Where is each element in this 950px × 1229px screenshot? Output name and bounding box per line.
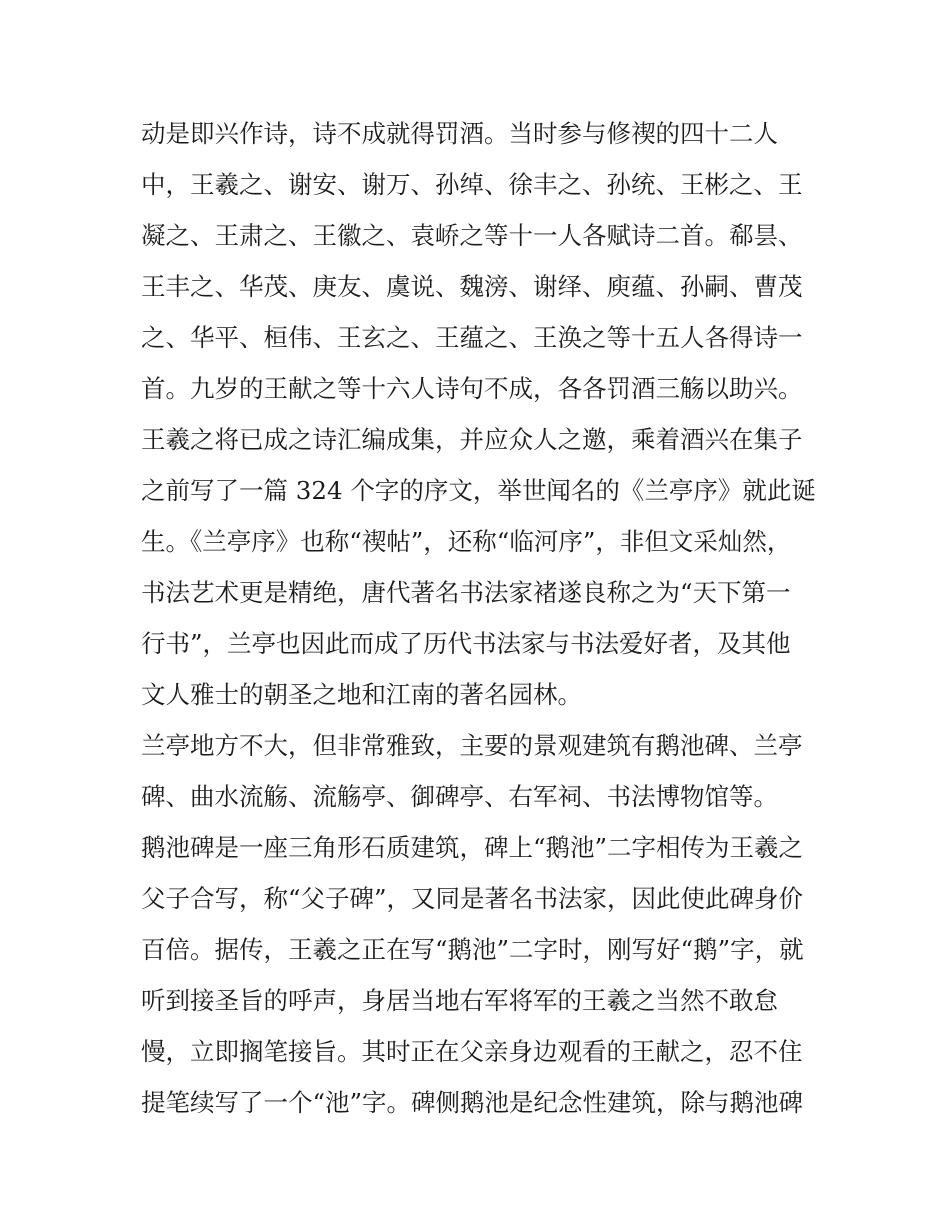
text-line: 父子合写，称“父子碑”，又同是著名书法家，因此使此碑身价 — [141, 884, 804, 913]
text-line: 之、华平、桓伟、王玄之、王蕴之、王涣之等十五人各得诗一 — [141, 323, 803, 352]
text-line: 兰亭地方不大，但非常雅致，主要的景观建筑有鹅池碑、兰亭 — [141, 731, 803, 760]
text-line: 王羲之将已成之诗汇编成集，并应众人之邀，乘着酒兴在集子 — [141, 425, 803, 454]
text-line: 行书”，兰亭也因此而成了历代书法家与书法爱好者，及其他 — [141, 629, 791, 658]
text-line: 之前写了一篇 324 个字的序文，举世闻名的《兰亭序》就此诞 — [141, 476, 816, 505]
text-line: 王丰之、华茂、庚友、虞说、魏滂、谢绎、庾蕴、孙嗣、曹茂 — [141, 272, 803, 301]
text-line: 动是即兴作诗，诗不成就得罚酒。当时参与修禊的四十二人 — [141, 119, 778, 148]
text-line: 生。《兰亭序》也称“禊帖”，还称“临河序”，非但文采灿然， — [141, 527, 792, 556]
text-line: 文人雅士的朝圣之地和江南的著名园林。 — [141, 680, 582, 709]
text-line: 百倍。据传，王羲之正在写“鹅池”二字时，刚写好“鹅”字，就 — [141, 935, 804, 964]
text-line: 慢，立即搁笔接旨。其时正在父亲身边观看的王献之，忍不住 — [141, 1037, 803, 1066]
text-line: 首。九岁的王献之等十六人诗句不成，各各罚酒三觞以助兴。 — [141, 374, 803, 403]
text-line: 凝之、王肃之、王徽之、袁峤之等十一人各赋诗二首。郗昙、 — [141, 221, 803, 250]
text-line: 中，王羲之、谢安、谢万、孙绰、徐丰之、孙统、王彬之、王 — [141, 170, 803, 199]
body-text — [141, 108, 821, 1128]
text-line: 书法艺术更是精绝，唐代著名书法家褚遂良称之为“天下第一 — [141, 578, 791, 607]
text-line: 听到接圣旨的呼声，身居当地右军将军的王羲之当然不敢怠 — [141, 986, 778, 1015]
text-line: 提笔续写了一个“池”字。碑侧鹅池是纪念性建筑，除与鹅池碑 — [141, 1088, 804, 1117]
text-line: 鹅池碑是一座三角形石质建筑，碑上“鹅池”二字相传为王羲之 — [141, 833, 804, 862]
text-line: 碑、曲水流觞、流觞亭、御碑亭、右军祠、书法博物馆等。 — [141, 782, 778, 811]
